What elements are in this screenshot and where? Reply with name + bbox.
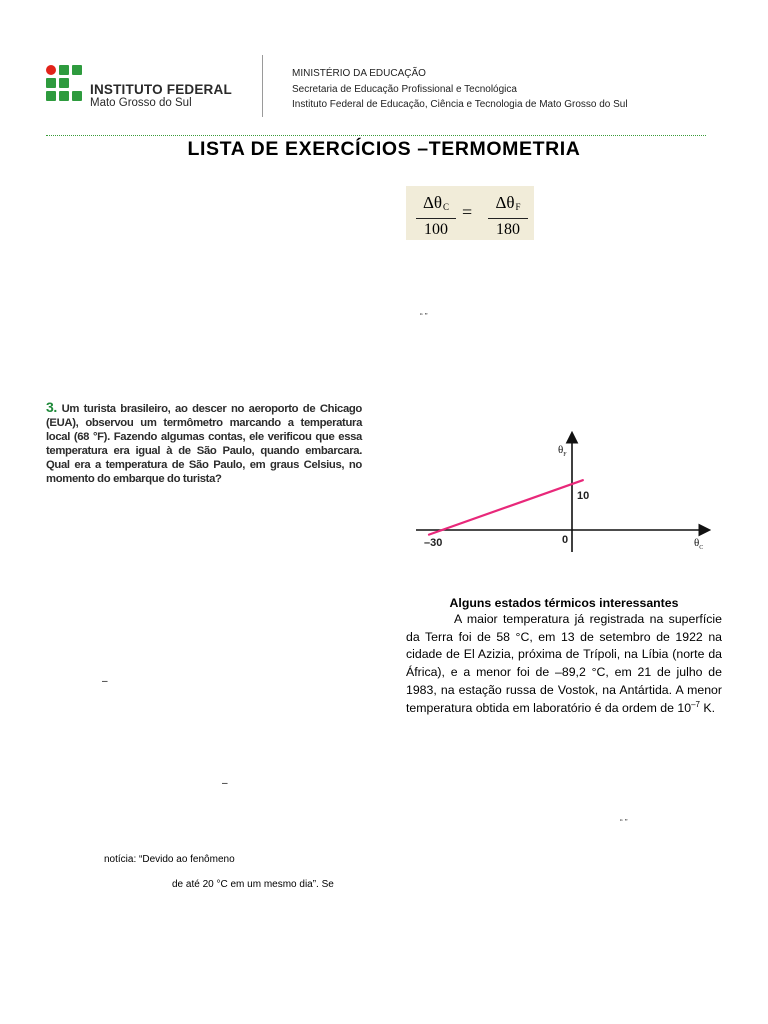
fraction-bar [488,218,528,219]
logo-square [72,91,82,101]
header-separator [46,135,706,136]
quote-marks: “ ” [420,312,428,321]
conversion-formula [406,186,534,240]
exercise-3 [46,400,362,486]
formula-right-fraction [488,193,528,239]
news-text-line: notícia: “Devido ao fenômeno [104,854,235,865]
temperature-graph [412,428,716,558]
exercise-number: 3. [46,399,57,415]
x-intercept-label: –30 [424,537,443,549]
formula-right-numerator: Δθ [495,193,515,212]
formula-equals: = [462,202,473,222]
formula-left-denominator: 100 [424,221,448,238]
formula-left-fraction [416,193,456,239]
formula-left-numerator: Δθ [422,193,443,212]
logo-square [59,65,69,75]
x-axis-label: $\theta_C$ [694,537,704,551]
logo-square [59,78,69,88]
exponent: –7 [691,699,700,709]
formula-right-subscript: F [515,202,521,212]
y-intercept-label: 10 [577,490,590,502]
ministry-line: Instituto Federal de Educação, Ciência e Tecnologia de Mato Grosso do Sul [292,99,628,110]
formula-right-denominator: 180 [496,221,520,238]
ministry-line: Secretaria de Educação Profissional e Tecnológica [292,83,517,95]
quote-marks: “ ” [620,818,628,827]
body-text: A maior temperatura já registrada na superfície da Terra foi de 58 °C, em 13 de setembro de 1922 na cidade de El Azizia, próxima de Trípoli, na Líbia (norte da África), e a menor foi de –89,2 °C, em 21 de julho de 1983, na estação russa de Vostok, na Antártida. A menor temperatura obtida em laboratório é da ordem de 10 [406,612,722,715]
fraction-bar [416,218,456,219]
body-text-end: K. [699,700,716,715]
logo-name: INSTITUTO FEDERAL [90,82,232,97]
logo-square [59,91,69,101]
page-title: LISTA DE EXERCÍCIOS –TERMOMETRIA [187,138,581,160]
logo-square [72,65,82,75]
logo-square-red [46,65,56,75]
header-divider [262,55,263,117]
logo-square [46,91,56,101]
y-axis-label: $\theta_F$ [558,444,567,458]
dash-mark: – [102,676,108,687]
series-line [429,480,583,534]
ministry-line: MINISTÉRIO DA EDUCAÇÃO [292,68,426,79]
section-title: Alguns estados térmicos interessantes [449,596,679,610]
exercise-text: Um turista brasileiro, ao descer no aeroporto de Chicago (EUA), observou um termômetro marcando a temperatura local (68 °F). Fazendo algumas contas, ele verificou que essa temperatura era igual à de São Paulo, quando embarcara. Qual era a temperatura de São Paulo, em graus Celsius, no momento do embarque do turista? [46,403,362,485]
logo-mark [46,65,82,105]
ministry-block [292,66,628,113]
dash-mark: – [222,778,228,789]
origin-label: 0 [562,534,569,546]
news-text-line: de até 20 °C em um mesmo dia”. Se [172,879,334,890]
logo-square [46,78,56,88]
formula-left-subscript: C [443,202,450,212]
section-body [406,611,722,717]
logo-subtitle: Mato Grosso do Sul [90,97,192,109]
